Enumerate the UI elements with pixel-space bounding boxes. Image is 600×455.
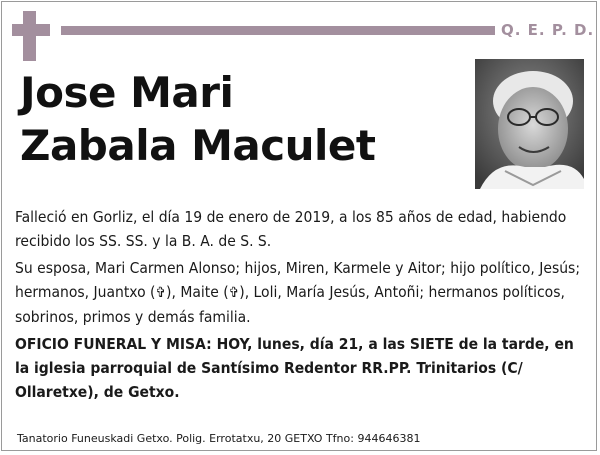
family-list: Su esposa, Mari Carmen Alonso; hijos, Miren, Karmele y Aitor; hijo político, Jesús; hermanos, Juantxo (✞), Maite (✞), Loli, María Jesús, Antoñi; hermanos políticos, sobrinos, primos y demás familia. xyxy=(15,259,581,326)
death-details: Falleció en Gorliz, el día 19 de enero de 2019, a los 85 años de edad, habiendo recibido los SS. SS. y la B. A. de S. S. xyxy=(15,208,567,250)
deceased-photo xyxy=(475,59,584,189)
qepd-label: Q. E. P. D. xyxy=(501,21,595,39)
funeral-home-footer: Tanatorio Funeuskadi Getxo. Polig. Errotatxu, 20 GETXO Tfno: 944646381 xyxy=(17,432,421,445)
cross-icon-vertical xyxy=(23,11,36,61)
funeral-details: OFICIO FUNERAL Y MISA: HOY, lunes, día 21, a las SIETE de la tarde, en la iglesia parroquial de Santísimo Redentor RR.PP. Trinitarios (C/ Ollaretxe), de Getxo. xyxy=(15,335,574,401)
obituary-card xyxy=(1,1,597,451)
header-bar xyxy=(61,26,495,35)
name-line-1: Jose Mari xyxy=(20,68,234,117)
deceased-cross-icon: ✞ xyxy=(228,285,240,301)
cross-icon-horizontal xyxy=(12,24,50,36)
deceased-cross-icon: ✞ xyxy=(155,285,167,301)
name-line-2: Zabala Maculet xyxy=(20,121,376,170)
deceased-name xyxy=(20,66,460,172)
obituary-body xyxy=(15,205,589,407)
